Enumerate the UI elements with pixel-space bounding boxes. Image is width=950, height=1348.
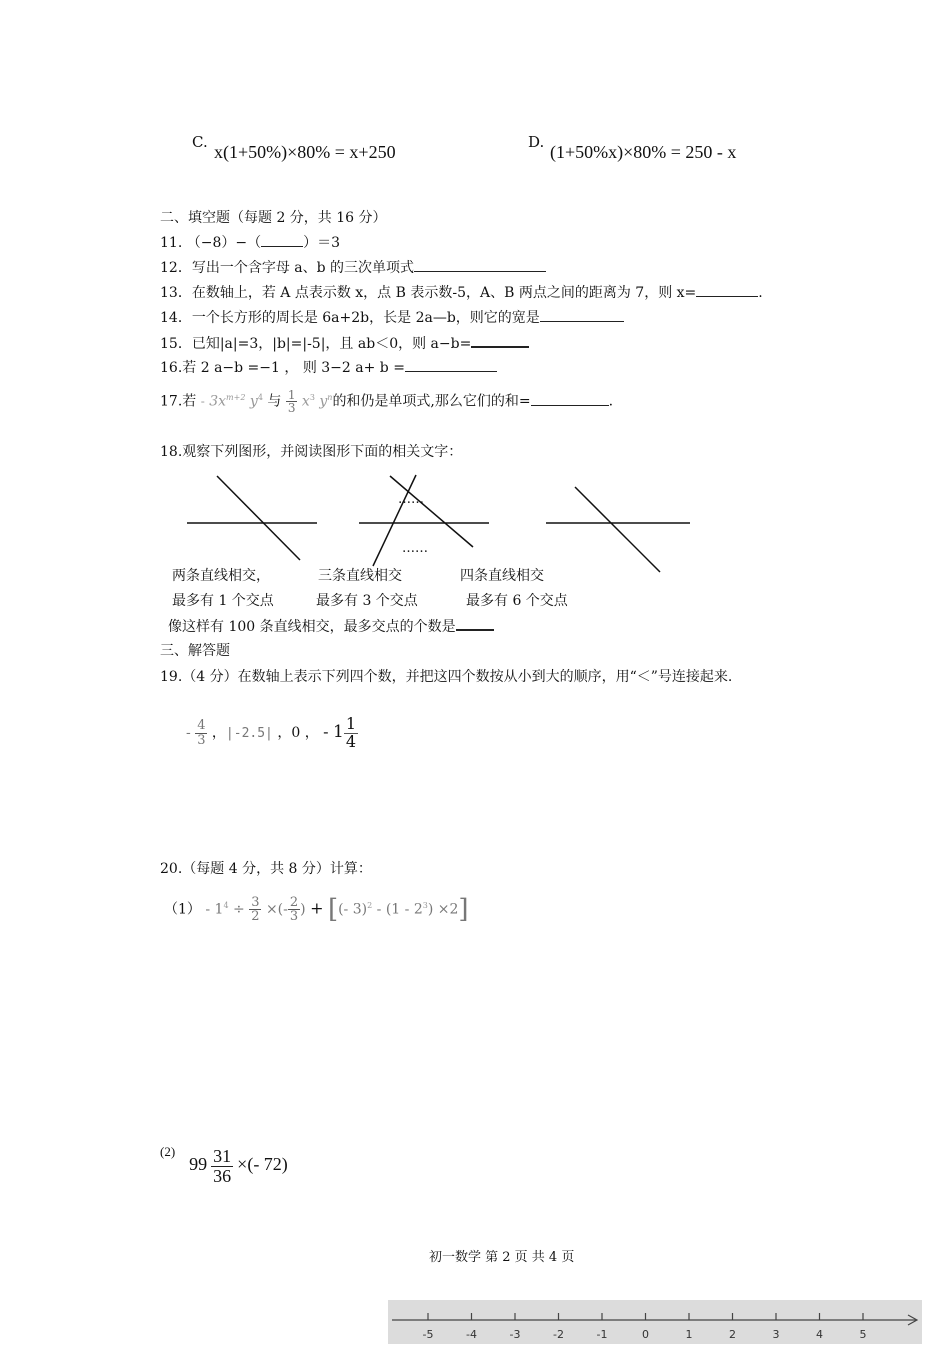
option-c-label: C.: [192, 133, 208, 151]
q20-p1-div: ÷: [233, 901, 245, 918]
q19-n4-whole: 1: [333, 722, 344, 742]
q13: [160, 282, 763, 302]
q20-p1-f2-den: 3: [289, 909, 299, 925]
q20-p2-rest: ×(- 72): [237, 1154, 288, 1174]
q17-term2-exp1: 3: [309, 393, 315, 402]
number-line-tick-label: 0: [642, 1328, 649, 1341]
q17-frac-den: 3: [287, 401, 296, 416]
q18-blank[interactable]: [456, 615, 494, 631]
q20-p1-left-bracket: [: [327, 894, 339, 925]
q20-p2-whole: 99: [189, 1154, 208, 1174]
number-line-tick-label: -3: [509, 1328, 521, 1341]
q16-text: 16.若 2 a−b =−1 ， 则 3−2 a+ b =: [160, 360, 405, 376]
q20-p1-label: （1）: [164, 901, 201, 918]
q17-term1-sign: -: [200, 394, 205, 409]
q15-blank[interactable]: [471, 332, 529, 348]
q18-question: [168, 615, 494, 636]
q15: [160, 332, 529, 353]
fig2-diagonal-line: [390, 476, 473, 547]
q18-caption-1-line2: 最多有 1 个交点: [172, 593, 274, 609]
q20-p1-end: ) ×2: [427, 901, 459, 918]
number-line-tick-label: 4: [816, 1328, 823, 1341]
q19-comma-3: ，: [304, 725, 319, 741]
q11-suffix: ）＝3: [303, 235, 341, 251]
q14-text: 14．一个长方形的周长是 6a+2b，长是 2a—b，则它的宽是: [160, 310, 540, 326]
q12-blank[interactable]: [414, 257, 546, 272]
q18-question-text: 像这样有 100 条直线相交，最多交点的个数是: [168, 619, 456, 635]
option-d-label: D.: [528, 133, 545, 151]
number-line-tick-label: 3: [772, 1328, 780, 1341]
q20-p1-a-exp: 4: [223, 901, 229, 910]
q17: [160, 383, 613, 417]
q18-dots-1: ……: [398, 492, 424, 507]
q20-p1-close: ): [300, 901, 306, 918]
q18-dots-2: ……: [402, 541, 428, 556]
q20-p2-fraction: [211, 1147, 233, 1186]
q13-end: .: [758, 285, 763, 301]
q20-p1-b-exp: 2: [367, 901, 373, 910]
q18-caption-2-line2: 最多有 3 个交点: [316, 593, 418, 609]
q20-p1-f1-num: 3: [251, 894, 260, 910]
q11-prefix: 11. （−8）−（: [160, 235, 262, 251]
q20-p1-times: ×(-: [265, 901, 288, 918]
number-line-tick-label: -1: [596, 1328, 608, 1341]
q17-frac-num: 1: [287, 387, 296, 402]
q17-connector: 与: [267, 393, 282, 410]
q20-p1-f1-den: 2: [251, 909, 260, 925]
q20-p1-mid-exp: 3: [422, 901, 428, 910]
q12: [160, 257, 546, 277]
q19-n1-fraction: [195, 719, 207, 747]
q17-term1-exp1: m+2: [226, 393, 246, 402]
q16: [160, 357, 497, 377]
number-line-tick-label: -5: [422, 1328, 434, 1341]
q17-end: .: [608, 393, 614, 410]
q20-text: 20.（每题 4 分，共 8 分）计算：: [160, 861, 372, 877]
q20-p1-b: (- 3): [338, 901, 368, 918]
q20-p1-fraction-2: [288, 896, 300, 924]
fig3-diagonal-line: [575, 487, 660, 572]
q19-n3: 0: [291, 725, 301, 741]
page-footer: 初一数学 第 2 页 共 4 页: [429, 1250, 575, 1265]
q17-fraction: [286, 389, 298, 415]
number-line-tick-label: -4: [466, 1328, 477, 1341]
q20-p1-fraction-1: [249, 896, 261, 924]
section2-title: 二、填空题（每题 2 分，共 16 分）: [160, 210, 387, 226]
section3-title: 三、解答题: [160, 643, 230, 659]
q20-p1-mid: - (1 - 2: [372, 901, 423, 918]
q17-term1-var2: y: [249, 393, 258, 410]
q19-n4-fraction: [344, 713, 358, 751]
q17-prefix: 17.若: [160, 393, 197, 410]
q13-text: 13．在数轴上，若 A 点表示数 x，点 B 表示数-5，A、B 两点之间的距离为 7，则 x=: [160, 285, 697, 301]
q19-n4-num: 1: [345, 713, 357, 733]
q19-comma-1: ，: [211, 725, 226, 741]
number-line-image: [388, 1300, 922, 1344]
q19-comma-2: ，: [277, 725, 292, 741]
q17-term2-var1: x: [301, 393, 310, 410]
q17-blank[interactable]: [531, 391, 609, 406]
q18-caption-3-line2: 最多有 6 个交点: [466, 593, 568, 609]
q18-caption-1-line1: 两条直线相交，: [172, 568, 270, 584]
q20-part2: [160, 1138, 288, 1192]
q20-p1-f2-num: 2: [289, 894, 299, 910]
q20-p1-a: - 1: [205, 901, 224, 918]
fig1-diagonal-line: [217, 476, 300, 560]
q18-caption-3-line1: 四条直线相交: [460, 568, 544, 584]
q19-n1-num: 4: [197, 717, 206, 733]
q19-text: 19.（4 分）在数轴上表示下列四个数，并把这四个数按从小到大的顺序，用“＜”号连接起来.: [160, 669, 733, 685]
q16-blank[interactable]: [405, 357, 497, 372]
q20-p2-den: 36: [213, 1165, 232, 1186]
number-line-tick-label: 1: [685, 1328, 693, 1341]
q19-n1-sign: -: [186, 725, 191, 741]
q14: [160, 307, 624, 327]
q19-numbers: [186, 712, 358, 754]
q19-n4-den: 4: [345, 731, 357, 751]
q11: [160, 232, 340, 252]
q19-n2: |-2.5|: [225, 726, 273, 741]
q19-n4-sign: -: [323, 722, 329, 741]
q17-term2-var2: y: [319, 393, 328, 410]
number-line-svg: [388, 1300, 922, 1344]
q14-blank[interactable]: [540, 307, 624, 322]
number-line-tick-label: -2: [553, 1328, 564, 1341]
q17-term1-coef: 3x: [209, 393, 227, 410]
q20-part1: [164, 886, 469, 930]
q18-caption-2-line1: 三条直线相交: [318, 568, 402, 584]
q20-p1-plus: +: [310, 898, 324, 918]
q20-p2-label: (2): [160, 1144, 176, 1159]
q20-p1-right-bracket: ]: [458, 894, 469, 925]
q15-text: 15．已知|a|=3，|b|=|-5|，且 ab＜0，则 a−b=: [160, 336, 472, 352]
q13-blank[interactable]: [696, 282, 758, 297]
q11-blank[interactable]: [261, 232, 303, 247]
q12-text: 12．写出一个含字母 a、b 的三次单项式: [160, 260, 415, 276]
number-line-tick-label: 2: [729, 1328, 736, 1341]
q20-p2-num: 31: [213, 1145, 232, 1166]
q17-suffix: 的和仍是单项式,那么它们的和=: [332, 393, 531, 410]
option-d-formula: (1+50%x)×80% = 250 - x: [550, 142, 737, 162]
q19-n1-den: 3: [197, 732, 206, 748]
q18-text: 18.观察下列图形，并阅读图形下面的相关文字：: [160, 444, 463, 460]
q17-term1-exp2: 4: [257, 393, 263, 402]
number-line-tick-label: 5: [859, 1328, 867, 1341]
option-c-formula: x(1+50%)×80% = x+250: [214, 142, 396, 162]
q17-term2-exp2: n: [327, 393, 333, 402]
